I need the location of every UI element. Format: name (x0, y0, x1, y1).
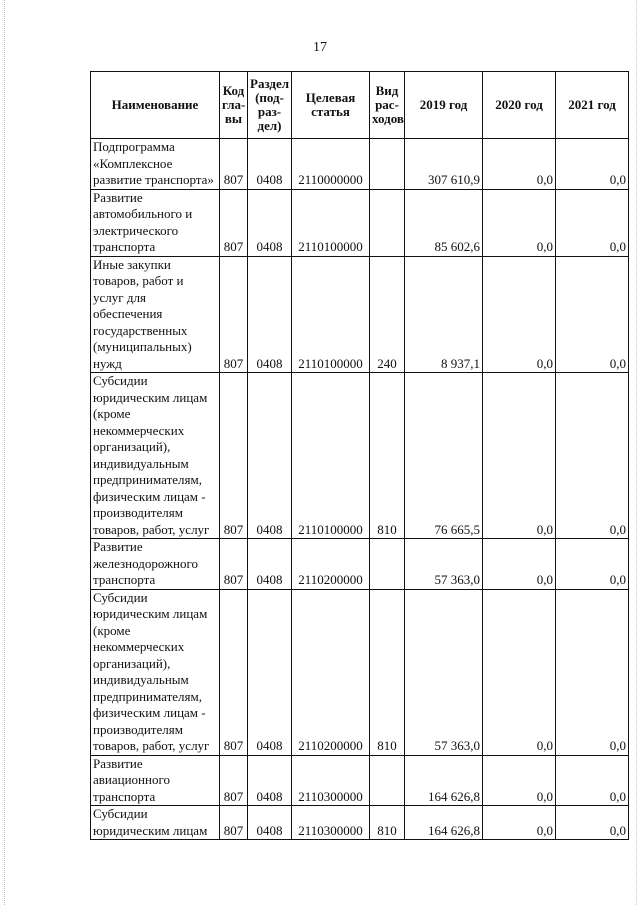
cell-type (370, 189, 405, 256)
cell-2019: 76 665,5 (405, 373, 483, 539)
cell-type: 240 (370, 256, 405, 373)
table-header-row (91, 72, 629, 139)
cell-name: Развитие железнодорожного транспорта (91, 539, 220, 590)
cell-code: 807 (220, 539, 248, 590)
scan-edge-right (636, 0, 637, 905)
budget-table (90, 71, 629, 840)
cell-name: Субсидии юридическим лицам (кроме некоммерческих организаций), индивидуальным предпринимателям, физическим лицам - производителям товаров, работ, услуг (91, 373, 220, 539)
cell-section: 0408 (248, 139, 292, 190)
cell-2020: 0,0 (483, 806, 556, 840)
cell-section: 0408 (248, 755, 292, 806)
header-2019: 2019 год (405, 72, 483, 139)
cell-type (370, 539, 405, 590)
cell-name: Развитие автомобильного и электрического транспорта (91, 189, 220, 256)
cell-2020: 0,0 (483, 189, 556, 256)
cell-2021: 0,0 (556, 256, 629, 373)
cell-name: Субсидии юридическим лицам (91, 806, 220, 840)
cell-code: 807 (220, 806, 248, 840)
cell-target: 2110100000 (292, 256, 370, 373)
cell-2021: 0,0 (556, 806, 629, 840)
cell-target: 2110300000 (292, 806, 370, 840)
cell-2019: 57 363,0 (405, 539, 483, 590)
cell-target: 2110200000 (292, 539, 370, 590)
cell-name: Иные закупки товаров, работ и услуг для обеспечения государственных (муниципальных) нужд (91, 256, 220, 373)
cell-2021: 0,0 (556, 373, 629, 539)
cell-section: 0408 (248, 806, 292, 840)
table-row (91, 589, 629, 755)
cell-2019: 164 626,8 (405, 755, 483, 806)
table-row (91, 256, 629, 373)
cell-2021: 0,0 (556, 539, 629, 590)
header-section: Раздел (под- раз- дел) (248, 72, 292, 139)
cell-name: Развитие авиационного транспорта (91, 755, 220, 806)
cell-2021: 0,0 (556, 755, 629, 806)
table-row (91, 806, 629, 840)
cell-2019: 85 602,6 (405, 189, 483, 256)
cell-type (370, 755, 405, 806)
cell-code: 807 (220, 189, 248, 256)
cell-code: 807 (220, 589, 248, 755)
cell-section: 0408 (248, 189, 292, 256)
cell-2021: 0,0 (556, 139, 629, 190)
cell-target: 2110300000 (292, 755, 370, 806)
table-row (91, 373, 629, 539)
cell-code: 807 (220, 373, 248, 539)
cell-type (370, 139, 405, 190)
header-code: Код гла- вы (220, 72, 248, 139)
table-row (91, 755, 629, 806)
cell-section: 0408 (248, 539, 292, 590)
cell-code: 807 (220, 139, 248, 190)
table-row (91, 539, 629, 590)
cell-section: 0408 (248, 373, 292, 539)
cell-target: 2110200000 (292, 589, 370, 755)
cell-code: 807 (220, 755, 248, 806)
header-2020: 2020 год (483, 72, 556, 139)
cell-section: 0408 (248, 256, 292, 373)
table-body (91, 139, 629, 840)
cell-2020: 0,0 (483, 373, 556, 539)
cell-name: Субсидии юридическим лицам (кроме некоммерческих организаций), индивидуальным предпринимателям, физическим лицам - производителям товаров, работ, услуг (91, 589, 220, 755)
cell-2019: 164 626,8 (405, 806, 483, 840)
table-row (91, 189, 629, 256)
cell-2019: 57 363,0 (405, 589, 483, 755)
cell-target: 2110100000 (292, 189, 370, 256)
table-row (91, 139, 629, 190)
header-name: Наименование (91, 72, 220, 139)
scan-edge-left (4, 0, 5, 905)
cell-type: 810 (370, 806, 405, 840)
cell-2020: 0,0 (483, 589, 556, 755)
cell-type: 810 (370, 373, 405, 539)
cell-target: 2110100000 (292, 373, 370, 539)
cell-2020: 0,0 (483, 755, 556, 806)
cell-target: 2110000000 (292, 139, 370, 190)
cell-2019: 307 610,9 (405, 139, 483, 190)
cell-code: 807 (220, 256, 248, 373)
cell-2020: 0,0 (483, 256, 556, 373)
cell-2020: 0,0 (483, 139, 556, 190)
cell-2021: 0,0 (556, 589, 629, 755)
header-type: Вид рас- ходов (370, 72, 405, 139)
cell-section: 0408 (248, 589, 292, 755)
cell-2021: 0,0 (556, 189, 629, 256)
cell-2020: 0,0 (483, 539, 556, 590)
header-2021: 2021 год (556, 72, 629, 139)
cell-2019: 8 937,1 (405, 256, 483, 373)
cell-name: Подпрограмма «Комплексное развитие транспорта» (91, 139, 220, 190)
header-target: Целевая статья (292, 72, 370, 139)
cell-type: 810 (370, 589, 405, 755)
page-number: 17 (313, 40, 327, 55)
